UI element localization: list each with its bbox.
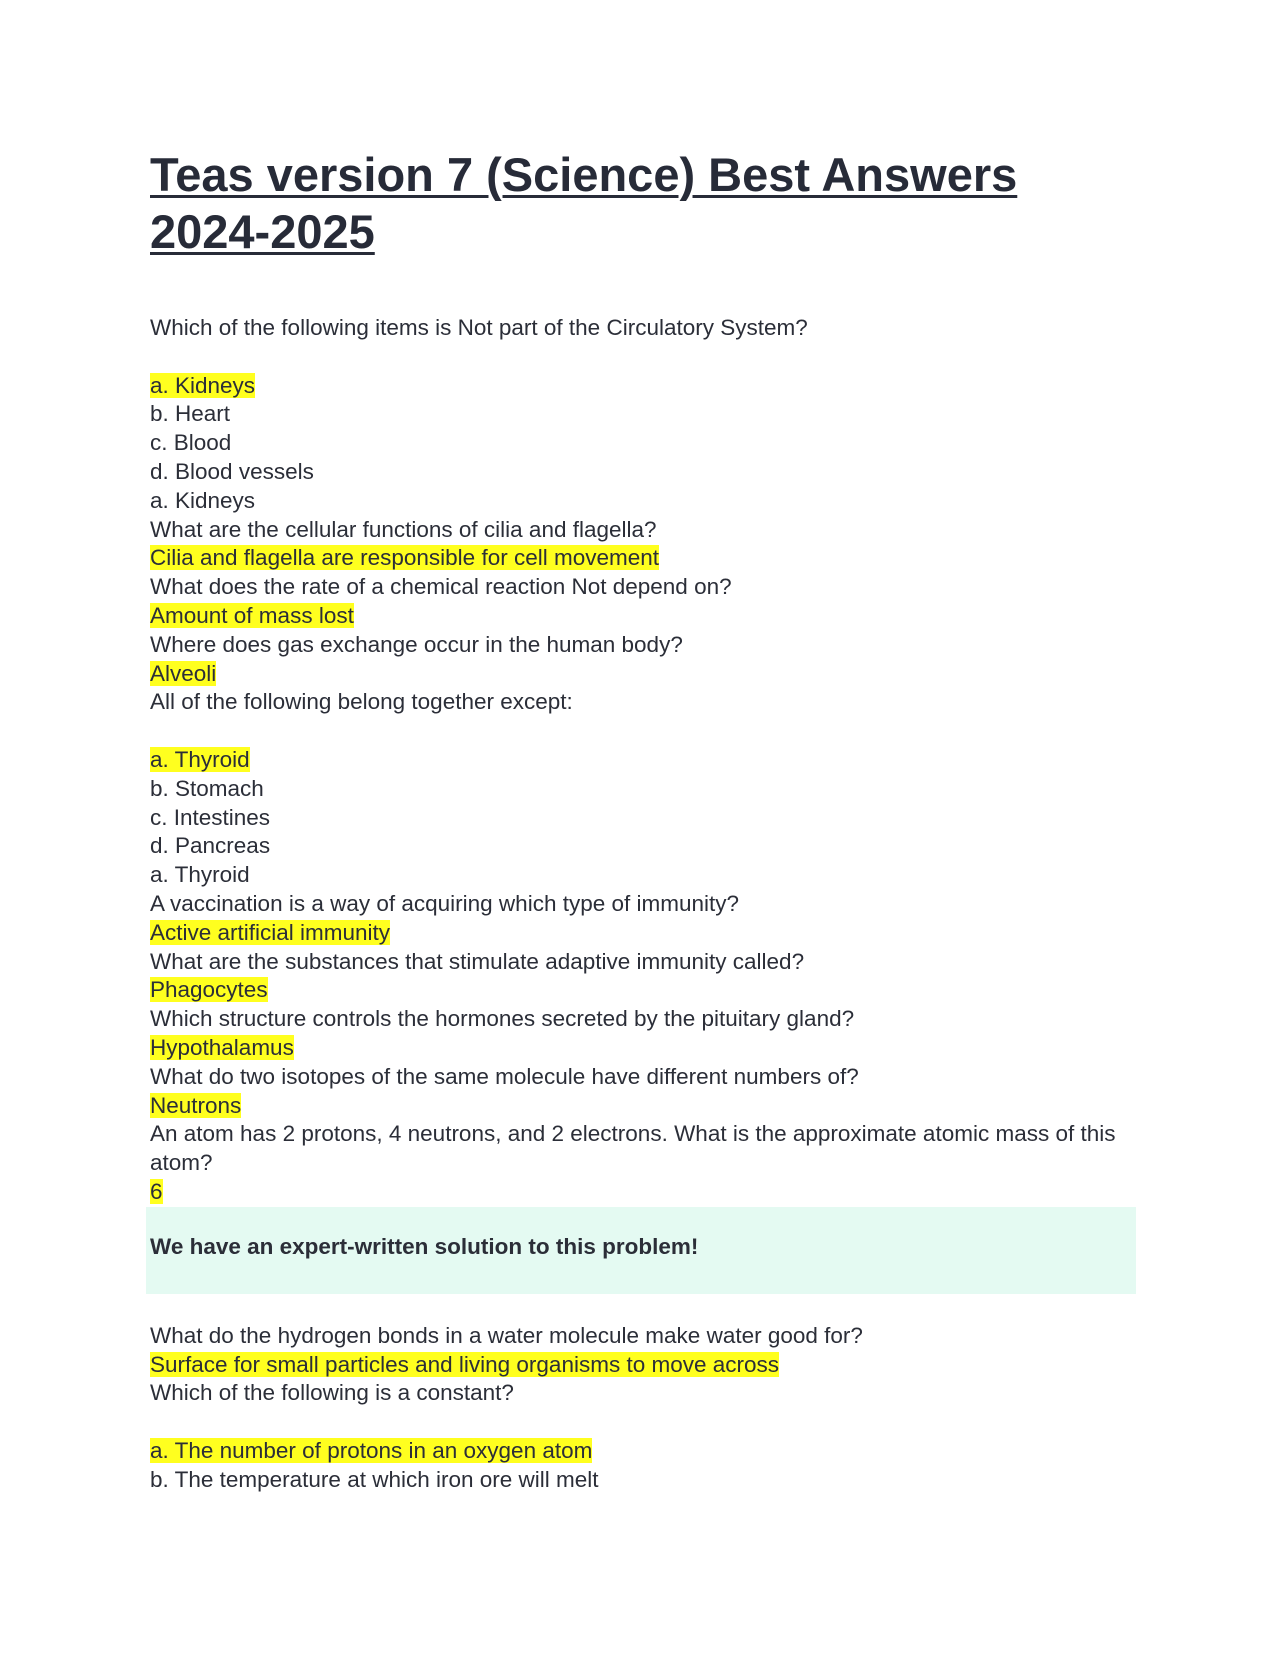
highlighted-answer: Phagocytes [150, 977, 268, 1003]
answer-10 [150, 1178, 1132, 1207]
highlighted-answer: Cilia and flagella are responsible for cell movement [150, 545, 660, 571]
option-1a [150, 372, 1132, 401]
question-5: All of the following belong together except: [150, 689, 573, 715]
answer-9 [150, 1092, 1132, 1121]
highlighted-answer: a. Kidneys [150, 372, 256, 398]
option-1d: d. Blood vessels [150, 458, 314, 484]
answer-11 [150, 1351, 1132, 1380]
option-1b: b. Heart [150, 401, 231, 427]
document-body [150, 314, 1132, 1494]
document-page [150, 146, 1132, 1494]
highlighted-answer: Neutrons [150, 1092, 242, 1118]
question-3: What does the rate of a chemical reaction Not depend on? [150, 574, 732, 600]
option-5c: c. Intestines [150, 804, 271, 830]
question-1: Which of the following items is Not part of the Circulatory System? [150, 315, 808, 340]
answer-1: a. Kidneys [150, 487, 256, 513]
question-4: Where does gas exchange occur in the human body? [150, 631, 683, 657]
expert-solution-banner[interactable]: We have an expert-written solution to this problem! [146, 1207, 1136, 1294]
highlighted-answer: Alveoli [150, 660, 217, 686]
question-8: Which structure controls the hormones secreted by the pituitary gland? [150, 1006, 855, 1032]
answer-4 [150, 660, 1132, 689]
answer-5: a. Thyroid [150, 862, 250, 888]
title-line-1: Teas version 7 (Science) Best Answers [150, 148, 1018, 201]
answer-3 [150, 602, 1132, 631]
highlighted-answer: a. The number of protons in an oxygen atom [150, 1437, 593, 1463]
option-12a [150, 1437, 1132, 1466]
document-title [150, 146, 1132, 260]
highlighted-answer: Hypothalamus [150, 1034, 294, 1060]
highlighted-answer: 6 [150, 1178, 163, 1204]
highlighted-answer: Active artificial immunity [150, 919, 391, 945]
question-9: What do two isotopes of the same molecule have different numbers of? [150, 1063, 859, 1089]
highlighted-answer: a. Thyroid [150, 746, 250, 772]
highlighted-answer: Surface for small particles and living organisms to move across [150, 1351, 780, 1377]
question-12: Which of the following is a constant? [150, 1380, 514, 1406]
option-12b: b. The temperature at which iron ore will melt [150, 1466, 599, 1492]
question-11: What do the hydrogen bonds in a water molecule make water good for? [150, 1322, 863, 1348]
answer-8 [150, 1034, 1132, 1063]
answer-6 [150, 919, 1132, 948]
highlighted-answer: Amount of mass lost [150, 602, 354, 628]
option-1c: c. Blood [150, 430, 232, 456]
answer-7 [150, 976, 1132, 1005]
option-5d: d. Pancreas [150, 833, 271, 859]
question-6: A vaccination is a way of acquiring which type of immunity? [150, 890, 740, 916]
option-5a [150, 746, 1132, 775]
question-7: What are the substances that stimulate adaptive immunity called? [150, 948, 805, 974]
title-line-2: 2024-2025 [150, 205, 375, 258]
question-10: An atom has 2 protons, 4 neutrons, and 2 electrons. What is the approximate atomic mass of this atom? [150, 1121, 1116, 1176]
option-5b: b. Stomach [150, 775, 264, 801]
answer-2 [150, 544, 1132, 573]
question-2: What are the cellular functions of cilia and flagella? [150, 516, 657, 542]
